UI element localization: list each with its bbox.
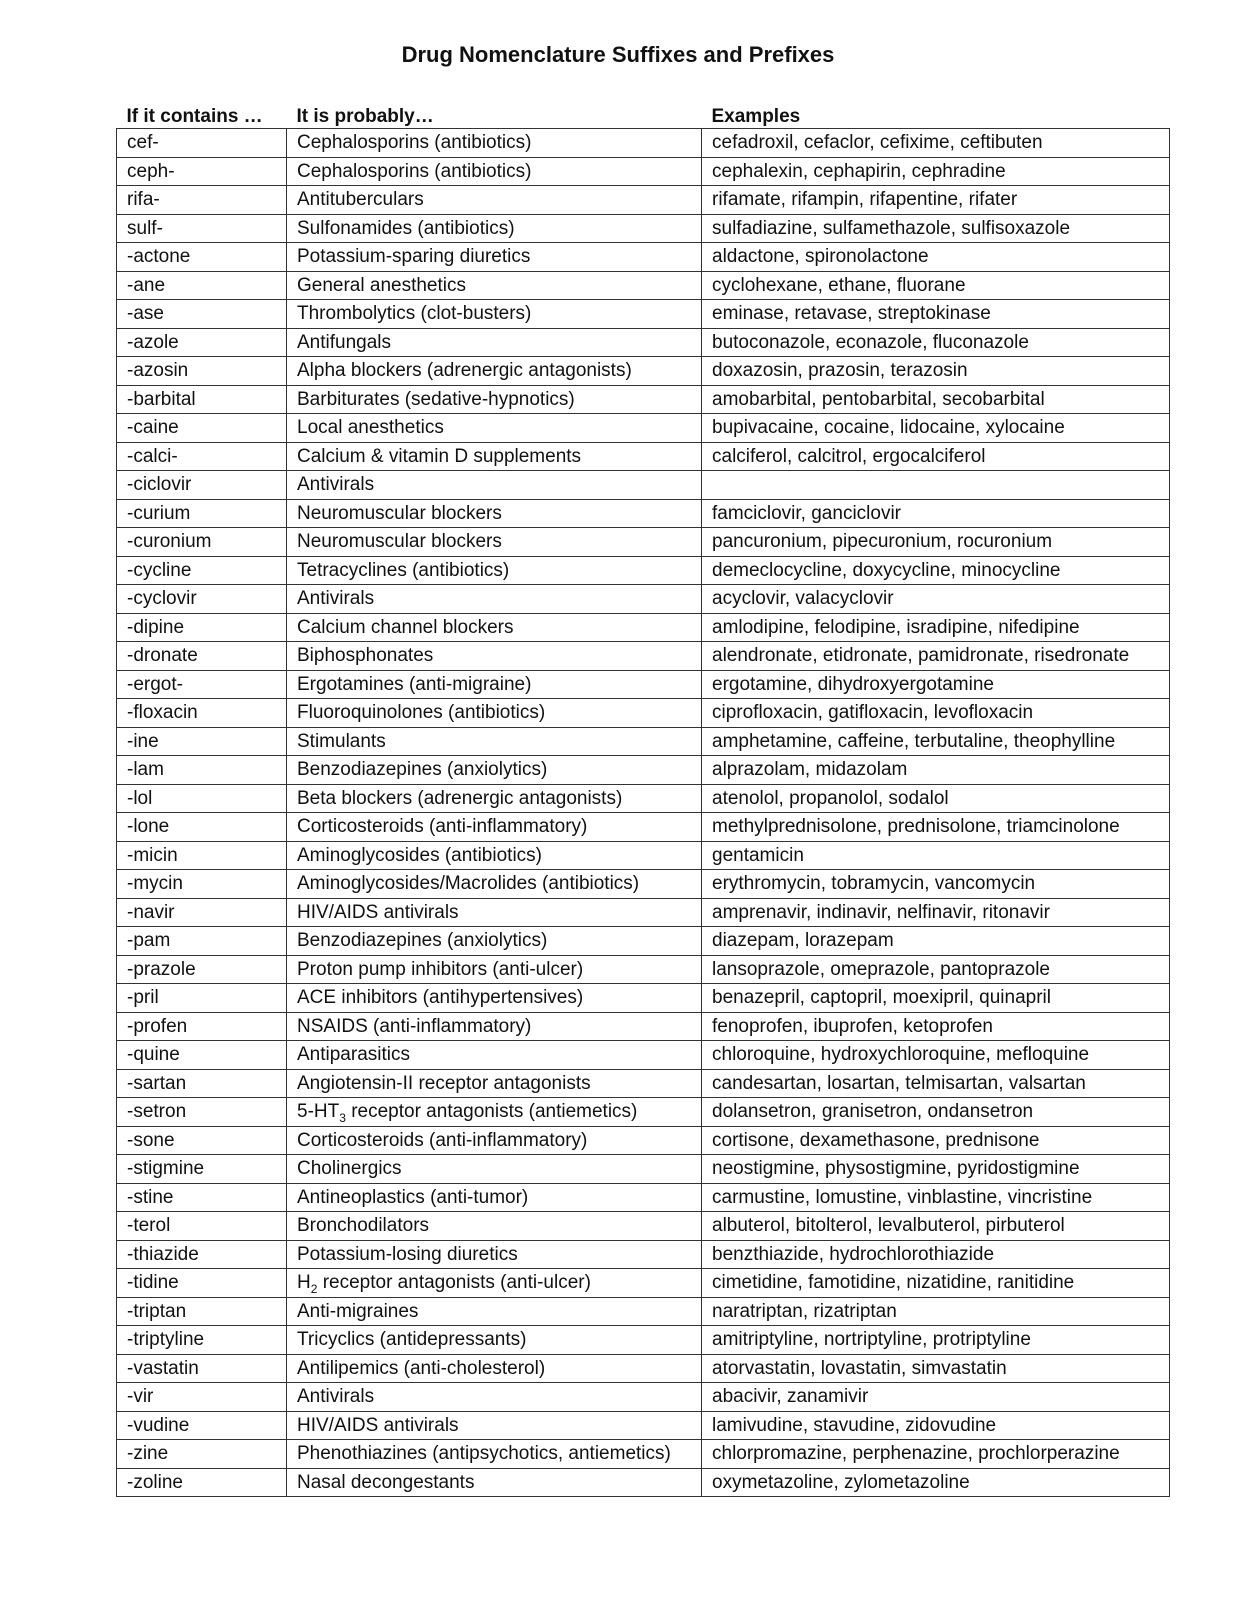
table-body (117, 129, 1170, 1497)
class-cell: Antivirals (287, 1383, 702, 1412)
affix-cell: cef- (117, 129, 287, 158)
affix-cell: -pril (117, 984, 287, 1013)
examples-cell: eminase, retavase, streptokinase (702, 300, 1170, 329)
affix-cell: -stine (117, 1183, 287, 1212)
class-cell: Antivirals (287, 585, 702, 614)
class-cell: Corticosteroids (anti-inflammatory) (287, 1126, 702, 1155)
class-cell: Benzodiazepines (anxiolytics) (287, 756, 702, 785)
affix-cell: -zine (117, 1440, 287, 1469)
table-row (117, 670, 1170, 699)
table-row (117, 585, 1170, 614)
table-row (117, 300, 1170, 329)
table-row (117, 528, 1170, 557)
class-cell: Phenothiazines (antipsychotics, antiemetics) (287, 1440, 702, 1469)
table-row (117, 1069, 1170, 1098)
table-row (117, 1354, 1170, 1383)
affix-cell: -lam (117, 756, 287, 785)
class-cell: Antiparasitics (287, 1041, 702, 1070)
affix-cell: -azosin (117, 357, 287, 386)
affix-cell: -quine (117, 1041, 287, 1070)
affix-cell: -dipine (117, 613, 287, 642)
examples-cell: cortisone, dexamethasone, prednisone (702, 1126, 1170, 1155)
affix-cell: ceph- (117, 157, 287, 186)
examples-cell: carmustine, lomustine, vinblastine, vincristine (702, 1183, 1170, 1212)
affix-cell: -tidine (117, 1269, 287, 1298)
header-probably: It is probably… (296, 106, 434, 127)
examples-cell: atenolol, propanolol, sodalol (702, 784, 1170, 813)
suffix-table (116, 101, 1170, 1497)
examples-cell: fenoprofen, ibuprofen, ketoprofen (702, 1012, 1170, 1041)
affix-cell: -cycline (117, 556, 287, 585)
class-cell: Calcium channel blockers (287, 613, 702, 642)
class-cell (287, 1269, 702, 1298)
class-cell: Thrombolytics (clot-busters) (287, 300, 702, 329)
examples-cell: alendronate, etidronate, pamidronate, risedronate (702, 642, 1170, 671)
table-row (117, 1212, 1170, 1241)
class-cell: Anti-migraines (287, 1297, 702, 1326)
table-row (117, 157, 1170, 186)
examples-cell: cefadroxil, cefaclor, cefixime, ceftibuten (702, 129, 1170, 158)
class-cell: Angiotensin-II receptor antagonists (287, 1069, 702, 1098)
affix-cell: -thiazide (117, 1240, 287, 1269)
examples-cell: famciclovir, ganciclovir (702, 499, 1170, 528)
affix-cell: -caine (117, 414, 287, 443)
affix-cell: -setron (117, 1098, 287, 1127)
table-row (117, 1468, 1170, 1497)
class-cell: Neuromuscular blockers (287, 499, 702, 528)
class-cell: Barbiturates (sedative-hypnotics) (287, 385, 702, 414)
table-row (117, 186, 1170, 215)
examples-cell: cephalexin, cephapirin, cephradine (702, 157, 1170, 186)
affix-cell: -zoline (117, 1468, 287, 1497)
class-cell (287, 1098, 702, 1127)
class-cell: Corticosteroids (anti-inflammatory) (287, 813, 702, 842)
affix-cell: -ciclovir (117, 471, 287, 500)
class-cell: ACE inhibitors (antihypertensives) (287, 984, 702, 1013)
table-row (117, 471, 1170, 500)
examples-cell: diazepam, lorazepam (702, 927, 1170, 956)
class-subscript: 2 (310, 1282, 318, 1297)
class-cell: Cephalosporins (antibiotics) (287, 157, 702, 186)
class-cell: Sulfonamides (antibiotics) (287, 214, 702, 243)
table-row (117, 984, 1170, 1013)
table-row (117, 1383, 1170, 1412)
table-row (117, 870, 1170, 899)
examples-cell: demeclocycline, doxycycline, minocycline (702, 556, 1170, 585)
affix-cell: -dronate (117, 642, 287, 671)
affix-cell: -stigmine (117, 1155, 287, 1184)
examples-cell: cimetidine, famotidine, nizatidine, ranitidine (702, 1269, 1170, 1298)
examples-cell (702, 471, 1170, 500)
table-row (117, 727, 1170, 756)
affix-cell: -ase (117, 300, 287, 329)
examples-cell: lamivudine, stavudine, zidovudine (702, 1411, 1170, 1440)
header-contains: If it contains … (126, 106, 263, 127)
class-cell: Biphosphonates (287, 642, 702, 671)
examples-cell: methylprednisolone, prednisolone, triamcinolone (702, 813, 1170, 842)
affix-cell: -prazole (117, 955, 287, 984)
examples-cell: dolansetron, granisetron, ondansetron (702, 1098, 1170, 1127)
table-row (117, 699, 1170, 728)
header-examples: Examples (711, 106, 801, 127)
examples-cell: amitriptyline, nortriptyline, protriptyline (702, 1326, 1170, 1355)
affix-cell: -actone (117, 243, 287, 272)
table-row (117, 1012, 1170, 1041)
class-text-suffix: receptor antagonists (antiemetics) (345, 1101, 638, 1123)
affix-cell: -ine (117, 727, 287, 756)
class-cell: General anesthetics (287, 271, 702, 300)
class-cell: Tetracyclines (antibiotics) (287, 556, 702, 585)
affix-cell: -pam (117, 927, 287, 956)
class-cell: HIV/AIDS antivirals (287, 898, 702, 927)
class-cell: Antituberculars (287, 186, 702, 215)
table-row (117, 1240, 1170, 1269)
examples-cell: bupivacaine, cocaine, lidocaine, xylocaine (702, 414, 1170, 443)
affix-cell: -curium (117, 499, 287, 528)
class-cell: Proton pump inhibitors (anti-ulcer) (287, 955, 702, 984)
class-cell: Potassium-losing diuretics (287, 1240, 702, 1269)
examples-cell: cyclohexane, ethane, fluorane (702, 271, 1170, 300)
table-row (117, 328, 1170, 357)
affix-cell: -navir (117, 898, 287, 927)
affix-cell: -ane (117, 271, 287, 300)
examples-cell: candesartan, losartan, telmisartan, valsartan (702, 1069, 1170, 1098)
class-text-prefix: 5-HT (297, 1101, 340, 1123)
table-row (117, 129, 1170, 158)
class-subscript: 3 (339, 1111, 346, 1126)
table-row (117, 813, 1170, 842)
class-cell: Alpha blockers (adrenergic antagonists) (287, 357, 702, 386)
examples-cell: lansoprazole, omeprazole, pantoprazole (702, 955, 1170, 984)
class-cell: NSAIDS (anti-inflammatory) (287, 1012, 702, 1041)
table-row (117, 385, 1170, 414)
examples-cell: albuterol, bitolterol, levalbuterol, pirbuterol (702, 1212, 1170, 1241)
table-row (117, 442, 1170, 471)
class-cell: Antilipemics (anti-cholesterol) (287, 1354, 702, 1383)
class-cell: HIV/AIDS antivirals (287, 1411, 702, 1440)
affix-cell: -profen (117, 1012, 287, 1041)
affix-cell: -triptyline (117, 1326, 287, 1355)
class-cell: Beta blockers (adrenergic antagonists) (287, 784, 702, 813)
affix-cell: -vir (117, 1383, 287, 1412)
table-row (117, 243, 1170, 272)
table-row (117, 1183, 1170, 1212)
table-row (117, 613, 1170, 642)
table-row (117, 1297, 1170, 1326)
table-row (117, 1326, 1170, 1355)
table-row (117, 414, 1170, 443)
affix-cell: -calci- (117, 442, 287, 471)
affix-cell: -azole (117, 328, 287, 357)
table-row (117, 642, 1170, 671)
examples-cell: amobarbital, pentobarbital, secobarbital (702, 385, 1170, 414)
examples-cell: oxymetazoline, zylometazoline (702, 1468, 1170, 1497)
class-cell: Nasal decongestants (287, 1468, 702, 1497)
affix-cell: -lone (117, 813, 287, 842)
table-row (117, 1411, 1170, 1440)
affix-cell: -triptan (117, 1297, 287, 1326)
affix-cell: -lol (117, 784, 287, 813)
class-cell: Antivirals (287, 471, 702, 500)
table-row (117, 1155, 1170, 1184)
affix-cell: -ergot- (117, 670, 287, 699)
class-cell: Aminoglycosides (antibiotics) (287, 841, 702, 870)
table-row (117, 1440, 1170, 1469)
page-title: Drug Nomenclature Suffixes and Prefixes (401, 42, 835, 67)
examples-cell: benazepril, captopril, moexipril, quinapril (702, 984, 1170, 1013)
affix-cell: -micin (117, 841, 287, 870)
examples-cell: naratriptan, rizatriptan (702, 1297, 1170, 1326)
affix-cell: -barbital (117, 385, 287, 414)
class-cell: Neuromuscular blockers (287, 528, 702, 557)
examples-cell: chloroquine, hydroxychloroquine, mefloquine (702, 1041, 1170, 1070)
table-row (117, 1126, 1170, 1155)
table-row (117, 841, 1170, 870)
examples-cell: amprenavir, indinavir, nelfinavir, ritonavir (702, 898, 1170, 927)
examples-cell: amphetamine, caffeine, terbutaline, theophylline (702, 727, 1170, 756)
examples-cell: benzthiazide, hydrochlorothiazide (702, 1240, 1170, 1269)
examples-cell: rifamate, rifampin, rifapentine, rifater (702, 186, 1170, 215)
examples-cell: neostigmine, physostigmine, pyridostigmine (702, 1155, 1170, 1184)
examples-cell: ergotamine, dihydroxyergotamine (702, 670, 1170, 699)
affix-cell: -terol (117, 1212, 287, 1241)
class-cell: Antifungals (287, 328, 702, 357)
table-row (117, 1041, 1170, 1070)
affix-cell: sulf- (117, 214, 287, 243)
class-cell: Antineoplastics (anti-tumor) (287, 1183, 702, 1212)
class-cell: Stimulants (287, 727, 702, 756)
affix-cell: -vastatin (117, 1354, 287, 1383)
examples-cell: pancuronium, pipecuronium, rocuronium (702, 528, 1170, 557)
class-cell: Local anesthetics (287, 414, 702, 443)
examples-cell: doxazosin, prazosin, terazosin (702, 357, 1170, 386)
affix-cell: -curonium (117, 528, 287, 557)
class-cell: Potassium-sparing diuretics (287, 243, 702, 272)
class-cell: Ergotamines (anti-migraine) (287, 670, 702, 699)
affix-cell: -mycin (117, 870, 287, 899)
table-row (117, 1098, 1170, 1127)
examples-cell: abacivir, zanamivir (702, 1383, 1170, 1412)
table-row (117, 271, 1170, 300)
examples-cell: chlorpromazine, perphenazine, prochlorperazine (702, 1440, 1170, 1469)
table-row (117, 556, 1170, 585)
table-row (117, 499, 1170, 528)
examples-cell: gentamicin (702, 841, 1170, 870)
examples-cell: atorvastatin, lovastatin, simvastatin (702, 1354, 1170, 1383)
examples-cell: alprazolam, midazolam (702, 756, 1170, 785)
class-cell: Aminoglycosides/Macrolides (antibiotics) (287, 870, 702, 899)
examples-cell: acyclovir, valacyclovir (702, 585, 1170, 614)
class-cell: Bronchodilators (287, 1212, 702, 1241)
class-cell: Calcium & vitamin D supplements (287, 442, 702, 471)
examples-cell: butoconazole, econazole, fluconazole (702, 328, 1170, 357)
class-cell: Tricyclics (antidepressants) (287, 1326, 702, 1355)
table-row (117, 1269, 1170, 1298)
examples-cell: amlodipine, felodipine, isradipine, nifedipine (702, 613, 1170, 642)
class-cell: Benzodiazepines (anxiolytics) (287, 927, 702, 956)
table-row (117, 756, 1170, 785)
class-cell: Cephalosporins (antibiotics) (287, 129, 702, 158)
class-text-prefix: H (297, 1272, 311, 1294)
affix-cell: -cyclovir (117, 585, 287, 614)
table-row (117, 214, 1170, 243)
class-cell: Cholinergics (287, 1155, 702, 1184)
table-row (117, 927, 1170, 956)
examples-cell: ciprofloxacin, gatifloxacin, levofloxacin (702, 699, 1170, 728)
examples-cell: sulfadiazine, sulfamethazole, sulfisoxazole (702, 214, 1170, 243)
table-row (117, 357, 1170, 386)
examples-cell: calciferol, calcitrol, ergocalciferol (702, 442, 1170, 471)
table-row (117, 898, 1170, 927)
affix-cell: -vudine (117, 1411, 287, 1440)
affix-cell: rifa- (117, 186, 287, 215)
table-row (117, 955, 1170, 984)
table-row (117, 784, 1170, 813)
class-text-suffix: receptor antagonists (anti-ulcer) (317, 1272, 591, 1294)
class-cell: Fluoroquinolones (antibiotics) (287, 699, 702, 728)
table-header-row (117, 101, 1170, 129)
affix-cell: -floxacin (117, 699, 287, 728)
examples-cell: erythromycin, tobramycin, vancomycin (702, 870, 1170, 899)
affix-cell: -sone (117, 1126, 287, 1155)
affix-cell: -sartan (117, 1069, 287, 1098)
examples-cell: aldactone, spironolactone (702, 243, 1170, 272)
